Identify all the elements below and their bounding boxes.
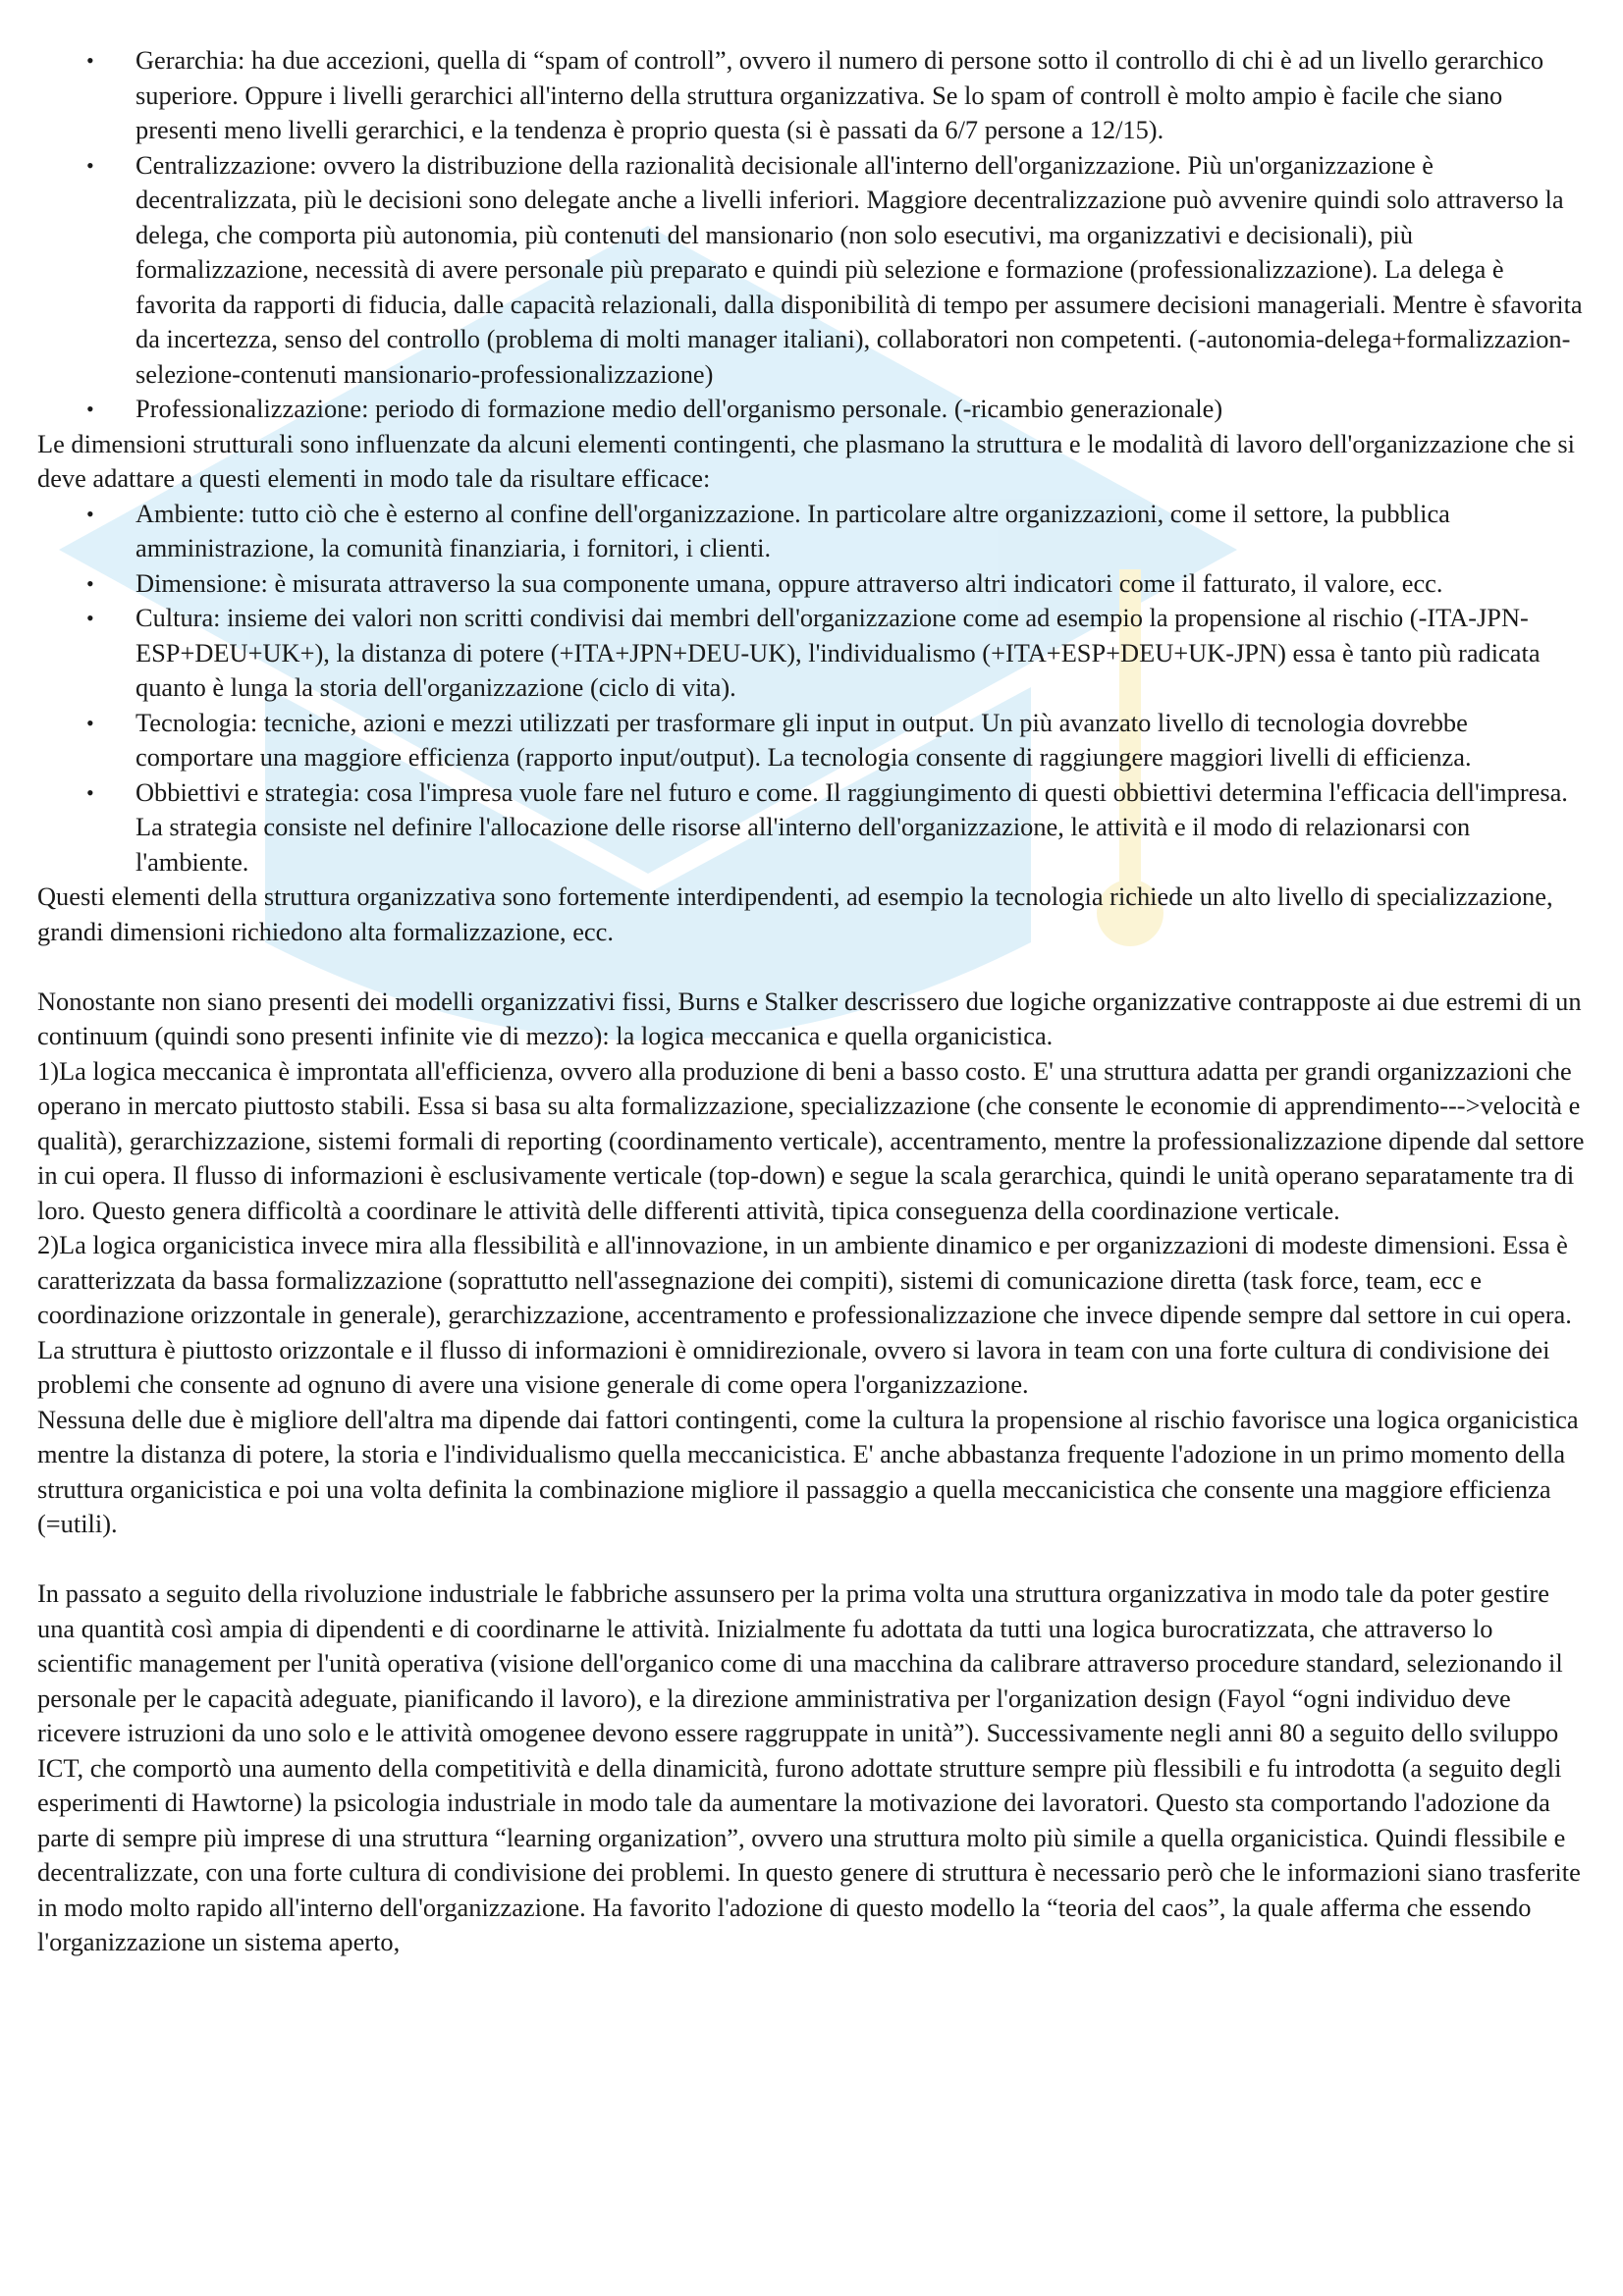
paragraph-spacer	[37, 949, 1589, 985]
list-item	[37, 566, 1589, 602]
list-item	[37, 706, 1589, 775]
interdependence-paragraph: Questi elementi della struttura organizzativa sono fortemente interdipendenti, ad esempio la tecnologia richiede un alto livello di specializzazione, grandi dimensioni richiedono alta formalizzazione, ecc.	[37, 881, 1553, 946]
list-item-text: Obbiettivi e strategia: cosa l'impresa vuole fare nel futuro e come. Il raggiungimento di questi obbiettivi determina l'efficacia dell'impresa. La strategia consiste nel definire l'allocazione delle risorse all'interno dell'organizzazione, le attività e il modo di relazionarsi con l'ambiente.	[135, 776, 1568, 877]
list-item-text: Centralizzazione: ovvero la distribuzione della razionalità decisionale all'interno dell'organizzazione. Più un'organizzazione è decentralizzata, più le decisioni sono delegate anche a livelli inferiori. Maggiore decentralizzazione può avvenire quindi solo attraverso la delega, che comporta più autonomia, più contenuti del mansionario (non solo esecutivi, ma organizzativi e decisionali), più formalizzazione, necessità di avere personale più preparato e quindi più selezione e formazione (professionalizzazione). La delega è favorita da rapporti di fiducia, dalle capacità relazionali, dalla disponibilità di tempo per assumere decisioni manageriali. Mentre è sfavorita da incertezza, senso del controllo (problema di molti manager italiani), collaboratori non competenti. (-autonomia-delega+formalizzazion-selezione-contenuti mansionario-professionalizzazione)	[135, 149, 1583, 389]
mechanical-logic-paragraph: 1)La logica meccanica è improntata all'efficienza, ovvero alla produzione di beni a basso costo. E' una struttura adatta per grandi organizzazioni che operano in mercato piuttosto stabili. Essa si basa su alta formalizzazione, specializzazione (che consente le economie di apprendimento--->velocità e qualità), gerarchizzazione, sistemi formali di reporting (coordinamento verticale), accentramento, mentre la professionalizzazione dipende dal settore in cui opera. Il flusso di informazioni è esclusivamente verticale (top-down) e segue la scala gerarchica, quindi le unità operano separatamente tra di loro. Questo genera difficoltà a coordinare le attività delle differenti attività, tipica conseguenza della coordinazione verticale.	[37, 1055, 1585, 1225]
bullet-icon: •	[86, 779, 94, 805]
contingent-elements-list	[37, 497, 1589, 881]
list-item-text: Professionalizzazione: periodo di formazione medio dell'organismo personale. (-ricambio generazionale)	[135, 394, 1223, 423]
structural-dimensions-list	[37, 43, 1589, 427]
history-paragraph: In passato a seguito della rivoluzione industriale le fabbriche assunsero per la prima volta una struttura organizzativa in modo tale da poter gestire una quantità così ampia di dipendenti e di coordinarne le attività. Inizialmente fu adottata da tutti una logica burocratizzata, che attraverso lo scientific management per l'unità operativa (visione dell'organico come di una macchina da calibrare attraverso procedure standard, selezionando il personale per le capacità adeguate, pianificando il lavoro), e la direzione amministrativa per l'organization design (Fayol “ogni individuo deve ricevere istruzioni da uno solo e le attività omogenee devono essere raggruppate in unità”). Successivamente negli anni 80 a seguito dello sviluppo ICT, che comportò una aumento della competitività e della dinamicità, furono adottate strutture sempre più flessibili e fu introdotta (a seguito degli esperimenti di Hawtorne) la psicologia industriale in modo tale da aumentare la motivazione dei lavoratori. Questo sta comportando l'adozione da parte di sempre più imprese di una struttura “learning organization”, ovvero una struttura molto più simile a quella organicistica. Quindi flessibile e decentralizzate, con una forte cultura di condivisione dei problemi. In questo genere di struttura è necessario però che le informazioni siano trasferite in modo molto rapido all'interno dell'organizzazione. Ha favorito l'adozione di questo modello la “teoria del caos”, la quale afferma che essendo l'organizzazione un sistema aperto,	[37, 1578, 1581, 1956]
bullet-icon: •	[86, 570, 94, 596]
list-item-text: Dimensione: è misurata attraverso la sua componente umana, oppure attraverso altri indicatori come il fatturato, il valore, ecc.	[135, 567, 1443, 598]
bullet-icon: •	[86, 397, 94, 421]
bullet-icon: •	[86, 501, 94, 526]
document-page	[37, 43, 1589, 1960]
contingent-elements-intro: Le dimensioni strutturali sono influenzate da alcuni elementi contingenti, che plasmano la struttura e le modalità di lavoro dell'organizzazione che si deve adattare a questi elementi in modo tale da risultare efficace:	[37, 428, 1575, 493]
list-item-text: Cultura: insieme dei valori non scritti condivisi dai membri dell'organizzazione come ad esempio la propensione al rischio (-ITA-JPN-ESP+DEU+UK+), la distanza di potere (+ITA+JPN+DEU-UK), l'individualismo (+ITA+ESP+DEU+UK-JPN) essa è tanto più radicata quanto è lunga la storia dell'organizzazione (ciclo di vita).	[135, 603, 1541, 702]
list-item-text: Tecnologia: tecniche, azioni e mezzi utilizzati per trasformare gli input in output. Un più avanzato livello di tecnologia dovrebbe comportare una maggiore efficienza (rapporto input/output). La tecnologia consente di raggiungere maggiori livelli di efficienza.	[135, 707, 1472, 772]
list-item	[37, 601, 1589, 706]
bullet-icon: •	[86, 48, 94, 73]
burns-stalker-paragraph: Nonostante non siano presenti dei modelli organizzativi fissi, Burns e Stalker descrissero due logiche organizzative contrapposte ai due estremi di un continuum (quindi sono presenti infinite vie di mezzo): la logica meccanica e quella organicistica.	[37, 986, 1582, 1050]
list-item-text: Ambiente: tutto ciò che è esterno al confine dell'organizzazione. In particolare altre organizzazioni, come il settore, la pubblica amministrazione, la comunità finanziaria, i fornitori, i clienti.	[135, 498, 1450, 562]
list-item-text: Gerarchia: ha due accezioni, quella di “spam of controll”, ovvero il numero di persone sotto il controllo di chi è ad un livello gerarchico superiore. Oppure i livelli gerarchici all'interno della struttura organizzativa. Se lo spam of controll è molto ampio è facile che siano presenti meno livelli gerarchici, e la tendenza è proprio questa (si è passati da 6/7 persone a 12/15).	[135, 45, 1544, 144]
list-item	[37, 148, 1589, 393]
list-item	[37, 43, 1589, 148]
bullet-icon: •	[86, 606, 94, 630]
list-item	[37, 775, 1589, 881]
bullet-icon: •	[86, 710, 94, 735]
list-item	[37, 497, 1589, 566]
list-item	[37, 392, 1589, 427]
organic-logic-paragraph: 2)La logica organicistica invece mira alla flessibilità e all'innovazione, in un ambiente dinamico e per organizzazioni di modeste dimensioni. Essa è caratterizzata da bassa formalizzazione (soprattutto nell'assegnazione dei compiti), sistemi di comunicazione diretta (task force, team, ecc e coordinazione orizzontale in generale), gerarchizzazione, accentramento e professionalizzazione che invece dipende sempre dal settore in cui opera. La struttura è piuttosto orizzontale e il flusso di informazioni è omnidirezionale, ovvero si lavora in team con una forte cultura di condivisione dei problemi che consente ad ognuno di avere una visione generale di come opera l'organizzazione.	[37, 1230, 1572, 1399]
paragraph-spacer	[37, 1542, 1589, 1577]
comparison-paragraph: Nessuna delle due è migliore dell'altra ma dipende dai fattori contingenti, come la cultura la propensione al rischio favorisce una logica organicistica mentre la distanza di potere, la storia e l'individualismo quella meccanicistica. E' anche abbastanza frequente l'adozione in un primo momento della struttura organicistica e poi una volta definita la combinazione migliore il passaggio a quella meccanicistica che consente una maggiore efficienza (=utili).	[37, 1404, 1579, 1538]
bullet-icon: •	[86, 152, 94, 178]
